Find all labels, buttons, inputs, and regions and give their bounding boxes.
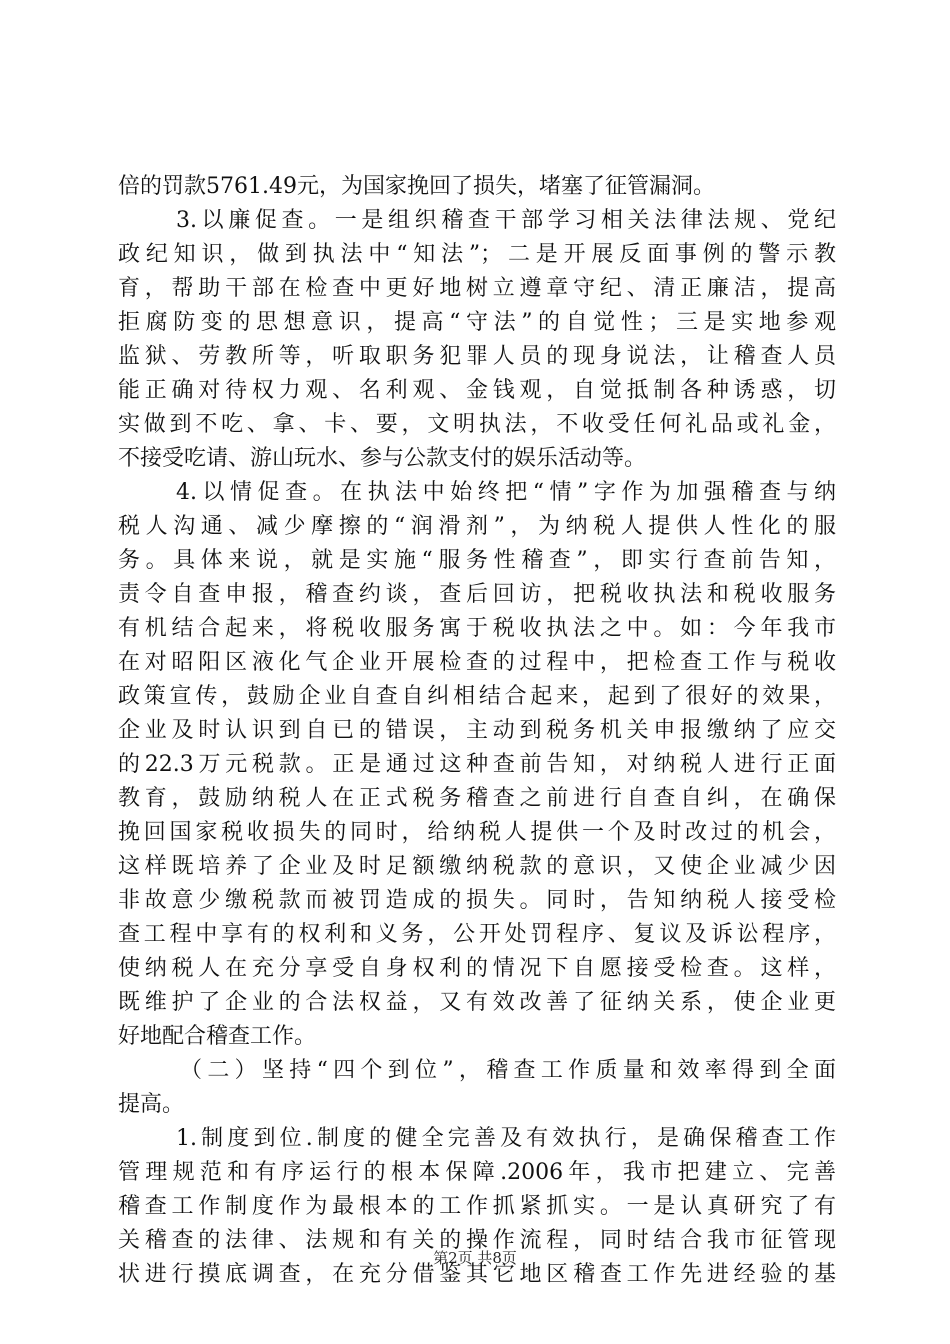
text-line: 教育，鼓励纳税人在正式税务稽查之前进行自查自纠，在确保 bbox=[118, 786, 836, 811]
text-line: 拒腐防变的思想意识，提高“守法”的自觉性；三是实地参观 bbox=[118, 310, 836, 335]
page-number-footer: 第2页 共8页 bbox=[433, 1249, 517, 1267]
text-line: 务。具体来说，就是实施“服务性稽查”，即实行查前告知， bbox=[118, 548, 836, 573]
text-line: 有机结合起来，将税收服务寓于税收执法之中。如：今年我市 bbox=[118, 616, 836, 641]
text-line: 这样既培养了企业及时足额缴纳税款的意识，又使企业减少因 bbox=[118, 854, 836, 879]
text-line: 管理规范和有序运行的根本保障.2006年，我市把建立、完善 bbox=[118, 1160, 836, 1185]
text-line: 挽回国家税收损失的同时，给纳税人提供一个及时改过的机会， bbox=[118, 820, 836, 845]
text-line: 非故意少缴税款而被罚造成的损失。同时，告知纳税人接受检 bbox=[118, 888, 836, 913]
text-line: 监狱、劳教所等，听取职务犯罪人员的现身说法，让稽查人员 bbox=[118, 344, 836, 369]
text-line: 使纳税人在充分享受自身权利的情况下自愿接受检查。这样， bbox=[118, 956, 836, 981]
section-heading-continued: 提高。 bbox=[118, 1092, 185, 1117]
text-line: 状进行摸底调查，在充分借鉴其它地区稽查工作先进经验的基 bbox=[118, 1262, 836, 1287]
text-line: 稽查工作制度作为最根本的工作抓紧抓实。一是认真研究了有 bbox=[118, 1194, 836, 1219]
text-line: 实做到不吃、拿、卡、要，文明执法，不收受任何礼品或礼金， bbox=[118, 412, 836, 437]
text-line: 3.以廉促查。一是组织稽查干部学习相关法律法规、党纪 bbox=[176, 208, 836, 233]
section-heading: （二）坚持“四个到位”，稽查工作质量和效率得到全面 bbox=[180, 1058, 836, 1083]
text-line: 在对昭阳区液化气企业开展检查的过程中，把检查工作与税收 bbox=[118, 650, 836, 675]
text-line: 不接受吃请、游山玩水、参与公款支付的娱乐活动等。 bbox=[118, 446, 647, 471]
text-line: 政纪知识，做到执法中“知法”；二是开展反面事例的警示教 bbox=[118, 242, 836, 267]
text-line: 1.制度到位.制度的健全完善及有效执行，是确保稽查工作 bbox=[176, 1126, 836, 1151]
text-line: 关稽查的法律、法规和有关的操作流程，同时结合我市征管现 bbox=[118, 1228, 836, 1253]
text-line: 税人沟通、减少摩擦的“润滑剂”，为纳税人提供人性化的服 bbox=[118, 514, 836, 539]
text-line: 的22.3万元税款。正是通过这种查前告知，对纳税人进行正面 bbox=[118, 752, 836, 777]
text-line: 育，帮助干部在检查中更好地树立遵章守纪、清正廉洁，提高 bbox=[118, 276, 836, 301]
text-line: 能正确对待权力观、名利观、金钱观，自觉抵制各种诱惑，切 bbox=[118, 378, 836, 403]
text-line: 政策宣传，鼓励企业自查自纠相结合起来，起到了很好的效果， bbox=[118, 684, 836, 709]
text-line: 查工程中享有的权利和义务，公开处罚程序、复议及诉讼程序， bbox=[118, 922, 836, 947]
text-line: 4.以情促查。在执法中始终把“情”字作为加强稽查与纳 bbox=[176, 480, 836, 505]
text-line: 既维护了企业的合法权益，又有效改善了征纳关系，使企业更 bbox=[118, 990, 836, 1015]
text-line: 好地配合稽查工作。 bbox=[118, 1024, 317, 1049]
document-body bbox=[118, 170, 836, 1292]
text-line: 责令自查申报，稽查约谈，查后回访，把税收执法和税收服务 bbox=[118, 582, 836, 607]
text-line: 企业及时认识到自已的错误，主动到税务机关申报缴纳了应交 bbox=[118, 718, 836, 743]
text-line: 倍的罚款5761.49元，为国家挽回了损失，堵塞了征管漏洞。 bbox=[118, 174, 715, 199]
